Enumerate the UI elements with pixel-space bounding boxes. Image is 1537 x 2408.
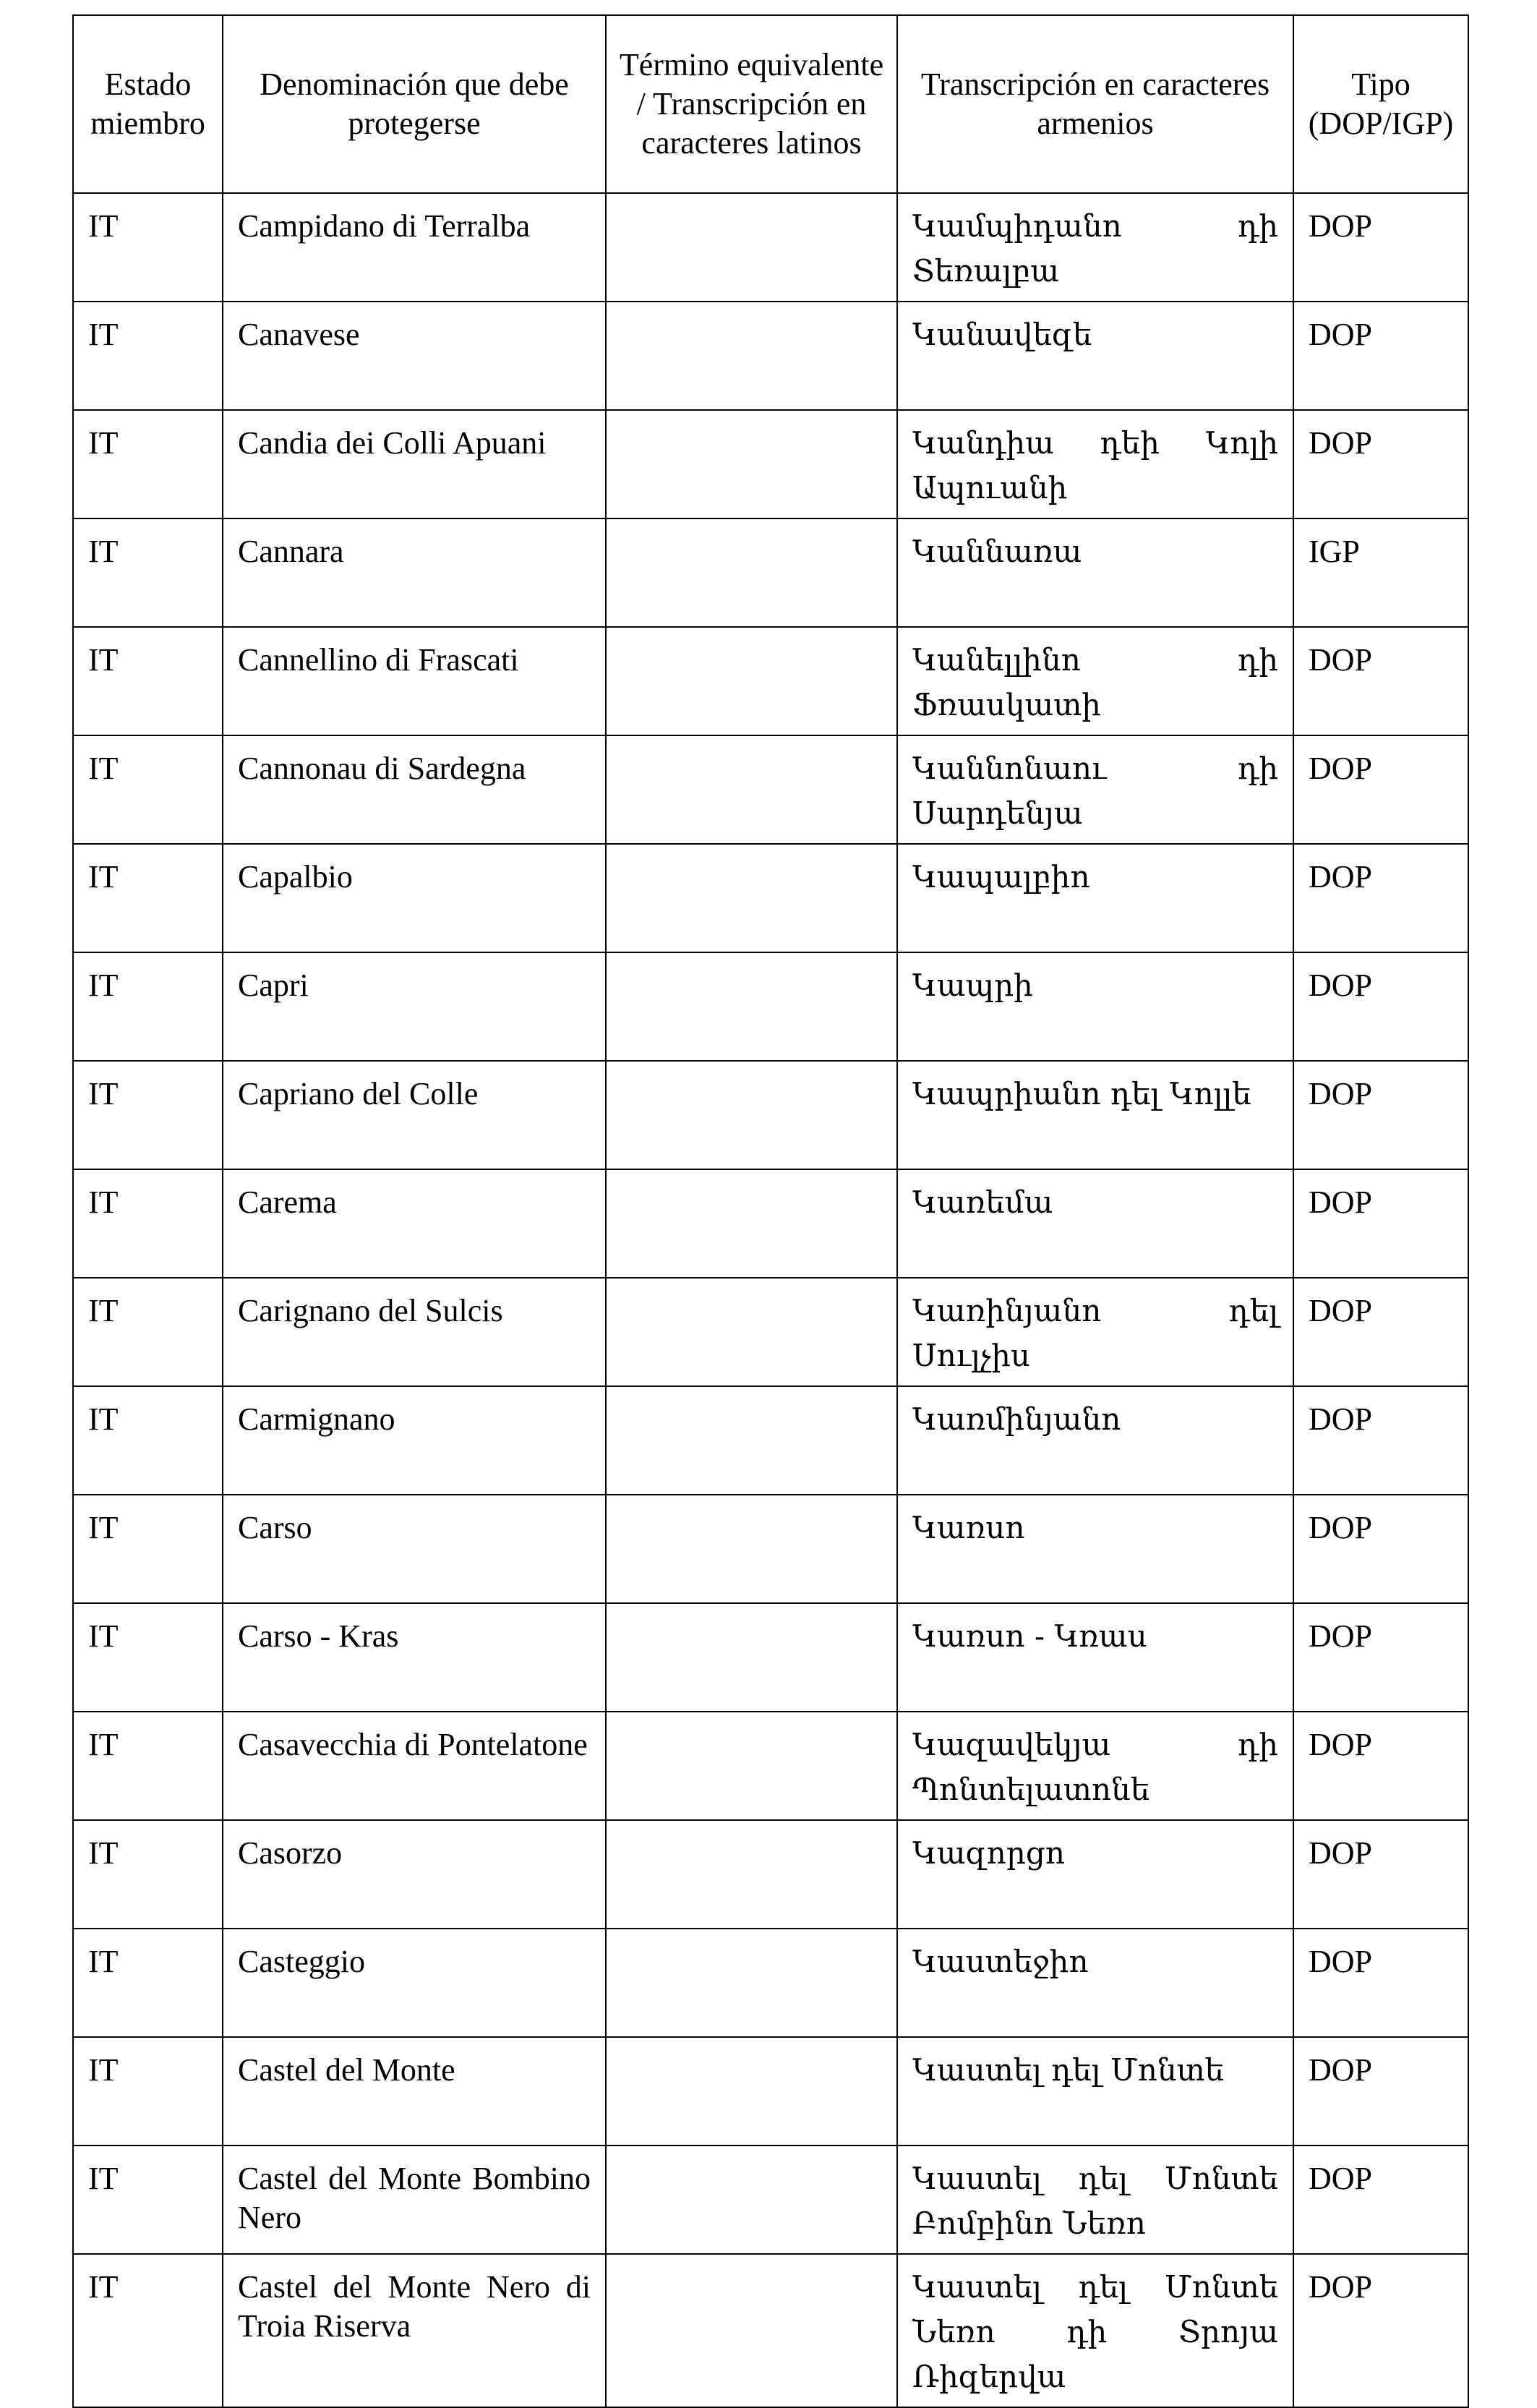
name-cell: Capri	[223, 952, 606, 1061]
state-cell: IT	[73, 627, 223, 735]
term-cell	[606, 2254, 897, 2407]
type-cell: DOP	[1293, 410, 1468, 518]
term-cell	[606, 1061, 897, 1169]
term-cell	[606, 1386, 897, 1495]
state-cell: IT	[73, 1712, 223, 1820]
header-term: Término equivalente / Transcripción en caracteres latinos	[606, 15, 897, 193]
name-cell: Castel del Monte Nero di Troia Riserva	[223, 2254, 606, 2407]
state-cell: IT	[73, 1386, 223, 1495]
armenian-cell: Կառինյանո դել Սուլչիս	[897, 1278, 1293, 1386]
name-cell: Castel del Monte	[223, 2037, 606, 2146]
type-cell: DOP	[1293, 735, 1468, 844]
term-cell	[606, 1278, 897, 1386]
armenian-cell: Կառսո - Կռաս	[897, 1603, 1293, 1712]
type-cell: DOP	[1293, 1712, 1468, 1820]
armenian-cell: Կապրիանո դել Կոլլե	[897, 1061, 1293, 1169]
table-row	[73, 1929, 1468, 2037]
name-cell: Casavecchia di Pontelatone	[223, 1712, 606, 1820]
type-cell: DOP	[1293, 952, 1468, 1061]
table-row	[73, 844, 1468, 952]
term-cell	[606, 1820, 897, 1929]
table-row	[73, 2254, 1468, 2407]
state-cell: IT	[73, 518, 223, 627]
name-cell: Carema	[223, 1169, 606, 1278]
type-cell: DOP	[1293, 1929, 1468, 2037]
type-cell: DOP	[1293, 1820, 1468, 1929]
table-row	[73, 193, 1468, 302]
armenian-cell: Կապրի	[897, 952, 1293, 1061]
state-cell: IT	[73, 2037, 223, 2146]
armenian-cell: Կաստել դել Մոնտե	[897, 2037, 1293, 2146]
state-cell: IT	[73, 1061, 223, 1169]
armenian-cell: Կազորցո	[897, 1820, 1293, 1929]
name-cell: Carmignano	[223, 1386, 606, 1495]
term-cell	[606, 2037, 897, 2146]
state-cell: IT	[73, 844, 223, 952]
table-row	[73, 2146, 1468, 2254]
header-type: Tipo (DOP/IGP)	[1293, 15, 1468, 193]
type-cell: DOP	[1293, 1169, 1468, 1278]
header-name: Denominación que debe protegerse	[223, 15, 606, 193]
table-row	[73, 1278, 1468, 1386]
name-cell: Cannellino di Frascati	[223, 627, 606, 735]
term-cell	[606, 2146, 897, 2254]
table-row	[73, 1386, 1468, 1495]
state-cell: IT	[73, 1169, 223, 1278]
table-row	[73, 627, 1468, 735]
term-cell	[606, 193, 897, 302]
table-row	[73, 1169, 1468, 1278]
type-cell: DOP	[1293, 844, 1468, 952]
type-cell: DOP	[1293, 1278, 1468, 1386]
term-cell	[606, 844, 897, 952]
state-cell: IT	[73, 1820, 223, 1929]
name-cell: Canavese	[223, 302, 606, 410]
armenian-cell: Կաստել դել Մոնտե Բոմբինո Նեռո	[897, 2146, 1293, 2254]
type-cell: DOP	[1293, 2037, 1468, 2146]
armenian-cell: Կապալբիո	[897, 844, 1293, 952]
state-cell: IT	[73, 1603, 223, 1712]
denominations-table	[72, 14, 1469, 2408]
name-cell: Castel del Monte Bombino Nero	[223, 2146, 606, 2254]
table-row	[73, 302, 1468, 410]
armenian-cell: Կամպիդանո դի Տեռալբա	[897, 193, 1293, 302]
armenian-cell: Կաստեջիո	[897, 1929, 1293, 2037]
armenian-cell: Կազավեկյա դի Պոնտելատոնե	[897, 1712, 1293, 1820]
name-cell: Capalbio	[223, 844, 606, 952]
header-state: Estado miembro	[73, 15, 223, 193]
name-cell: Casteggio	[223, 1929, 606, 2037]
term-cell	[606, 1495, 897, 1603]
table-row	[73, 952, 1468, 1061]
name-cell: Capriano del Colle	[223, 1061, 606, 1169]
name-cell: Carso	[223, 1495, 606, 1603]
term-cell	[606, 952, 897, 1061]
armenian-cell: Կաստել դել Մոնտե Նեռո դի Տրոյա Ռիզերվա	[897, 2254, 1293, 2407]
name-cell: Candia dei Colli Apuani	[223, 410, 606, 518]
armenian-cell: Կանելլինո դի Ֆռասկատի	[897, 627, 1293, 735]
name-cell: Campidano di Terralba	[223, 193, 606, 302]
type-cell: DOP	[1293, 193, 1468, 302]
table-row	[73, 2037, 1468, 2146]
table-row	[73, 1603, 1468, 1712]
table-header-row	[73, 15, 1468, 193]
name-cell: Carso - Kras	[223, 1603, 606, 1712]
armenian-cell: Կառմինյանո	[897, 1386, 1293, 1495]
state-cell: IT	[73, 193, 223, 302]
term-cell	[606, 735, 897, 844]
armenian-cell: Կանավեզե	[897, 302, 1293, 410]
table-row	[73, 1712, 1468, 1820]
type-cell: DOP	[1293, 2146, 1468, 2254]
table-row	[73, 1495, 1468, 1603]
term-cell	[606, 1603, 897, 1712]
table-row	[73, 1820, 1468, 1929]
type-cell: DOP	[1293, 2254, 1468, 2407]
state-cell: IT	[73, 2146, 223, 2254]
table-row	[73, 1061, 1468, 1169]
name-cell: Carignano del Sulcis	[223, 1278, 606, 1386]
type-cell: DOP	[1293, 1495, 1468, 1603]
state-cell: IT	[73, 952, 223, 1061]
type-cell: IGP	[1293, 518, 1468, 627]
state-cell: IT	[73, 1929, 223, 2037]
state-cell: IT	[73, 410, 223, 518]
state-cell: IT	[73, 302, 223, 410]
table-row	[73, 410, 1468, 518]
term-cell	[606, 627, 897, 735]
table-row	[73, 518, 1468, 627]
term-cell	[606, 410, 897, 518]
armenian-cell: Կաննառա	[897, 518, 1293, 627]
state-cell: IT	[73, 735, 223, 844]
name-cell: Cannara	[223, 518, 606, 627]
name-cell: Cannonau di Sardegna	[223, 735, 606, 844]
armenian-cell: Կառեմա	[897, 1169, 1293, 1278]
term-cell	[606, 518, 897, 627]
type-cell: DOP	[1293, 1061, 1468, 1169]
armenian-cell: Կառսո	[897, 1495, 1293, 1603]
type-cell: DOP	[1293, 302, 1468, 410]
header-armenian: Transcripción en caracteres armenios	[897, 15, 1293, 193]
term-cell	[606, 302, 897, 410]
table-body	[73, 193, 1468, 2407]
table-row	[73, 735, 1468, 844]
type-cell: DOP	[1293, 1603, 1468, 1712]
type-cell: DOP	[1293, 627, 1468, 735]
term-cell	[606, 1712, 897, 1820]
type-cell: DOP	[1293, 1386, 1468, 1495]
term-cell	[606, 1929, 897, 2037]
term-cell	[606, 1169, 897, 1278]
name-cell: Casorzo	[223, 1820, 606, 1929]
state-cell: IT	[73, 2254, 223, 2407]
state-cell: IT	[73, 1278, 223, 1386]
state-cell: IT	[73, 1495, 223, 1603]
armenian-cell: Կաննոնաու դի Սարդենյա	[897, 735, 1293, 844]
armenian-cell: Կանդիա դեի Կոլի Ապուանի	[897, 410, 1293, 518]
